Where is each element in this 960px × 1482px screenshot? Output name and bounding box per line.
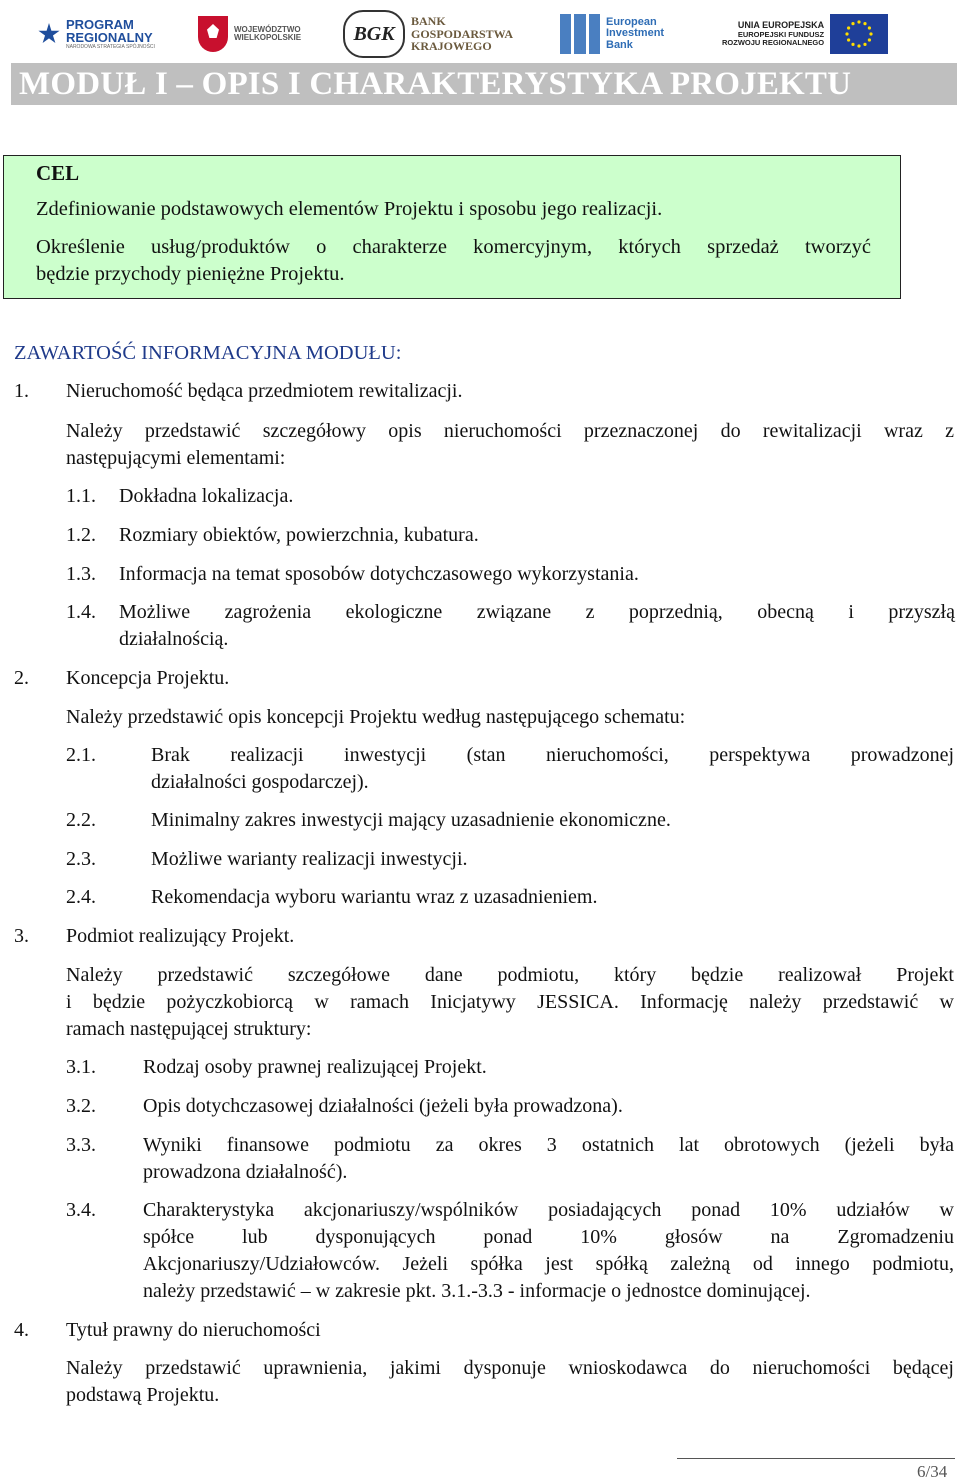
item-1-1-number: 1.1. (66, 485, 96, 507)
logo-bgk (343, 10, 513, 58)
item-2-1-text-a: Brak realizacji inwestycji (stan nieruchomości, perspektywa prowadzonej (151, 744, 954, 766)
program-line1: PROGRAM (66, 16, 134, 32)
region-line1: WOJEWÓDZTWO (234, 24, 301, 34)
item-3-1-number: 3.1. (66, 1056, 96, 1078)
item-2-2-number: 2.2. (66, 809, 96, 831)
eib-line3: Bank (606, 38, 633, 51)
item-2-3-number: 2.3. (66, 848, 96, 870)
item-3-2-number: 3.2. (66, 1095, 96, 1117)
item-3-2-text: Opis dotychczasowej działalności (jeżeli była prowadzona). (143, 1095, 623, 1117)
region-line2: WIELKOPOLSKIE (234, 33, 302, 42)
item-3-4-text-d: należy przedstawić – w zakresie pkt. 3.1.-3.3 - informacje o jednostce dominującej. (143, 1280, 811, 1302)
content-heading: ZAWARTOŚĆ INFORMACYJNA MODUŁU: (14, 342, 402, 364)
section-3-number: 3. (14, 925, 29, 947)
goal-heading: CEL (36, 161, 80, 185)
section-2-title: Koncepcja Projektu. (66, 667, 230, 689)
section-1-intro-a: Należy przedstawić szczegółowy opis nieruchomości przeznaczonej do rewitalizacji wraz z (66, 420, 954, 442)
item-2-1-number: 2.1. (66, 744, 96, 766)
item-1-3-number: 1.3. (66, 563, 96, 585)
item-3-3-text-b: prowadzona działalność). (143, 1161, 348, 1183)
goal-paragraph-2a: Określenie usług/produktów o charakterze komercyjnym, których sprzedaż tworzyć (36, 236, 871, 258)
item-2-1-text-b: działalności gospodarczej). (151, 771, 369, 793)
bgk-line1: BANK (411, 14, 446, 29)
item-1-2-text: Rozmiary obiektów, powierzchnia, kubatura. (119, 524, 479, 546)
item-3-3-text-a: Wyniki finansowe podmiotu za okres 3 ostatnich lat obrotowych (jeżeli była (143, 1134, 954, 1156)
section-3-intro-a: Należy przedstawić szczegółowe dane podmiotu, który będzie realizował Projekt (66, 964, 954, 986)
footer-divider (677, 1458, 955, 1459)
section-3-intro-c: ramach następującej struktury: (66, 1018, 312, 1040)
item-1-4-text-a: Możliwe zagrożenia ekologiczne związane z poprzednią, obecną i przyszłą (119, 601, 955, 623)
title-bar (11, 63, 957, 105)
section-4-number: 4. (14, 1319, 29, 1341)
section-2-number: 2. (14, 667, 29, 689)
eib-bars-icon (560, 14, 600, 54)
eib-line2: Investment (606, 27, 665, 40)
item-3-1-text: Rodzaj osoby prawnej realizującej Projekt. (143, 1056, 487, 1078)
section-1-intro-b: następującymi elementami: (66, 447, 286, 469)
goal-paragraph-2b: będzie przychody pieniężne Projektu. (36, 263, 345, 285)
coat-of-arms-icon (198, 16, 228, 52)
section-3-intro-b: i będzie pożyczkobiorcą w ramach Inicjatywy JESSICA. Informację należy przedstawić w (66, 991, 954, 1013)
program-line2: REGIONALNY (66, 30, 153, 46)
section-1-title: Nieruchomość będąca przedmiotem rewitalizacji. (66, 380, 463, 402)
item-3-4-number: 3.4. (66, 1199, 96, 1221)
item-2-2-text: Minimalny zakres inwestycji mający uzasadnienie ekonomiczne. (151, 809, 671, 831)
goal-paragraph-1: Zdefiniowanie podstawowych elementów Projektu i sposobu jego realizacji. (36, 198, 663, 220)
eib-line1: European (606, 15, 657, 28)
program-tagline: NARODOWA STRATEGIA SPÓJNOŚCI (66, 44, 155, 51)
eu-line2: EUROPEJSKI FUNDUSZ (737, 29, 825, 39)
item-1-3-text: Informacja na temat sposobów dotychczasowego wykorzystania. (119, 563, 639, 585)
item-1-4-text-b: działalnością. (119, 628, 229, 650)
bgk-line3: KRAJOWEGO (411, 39, 492, 54)
goal-box (3, 155, 901, 299)
item-3-3-number: 3.3. (66, 1134, 96, 1156)
item-2-4-number: 2.4. (66, 886, 96, 908)
section-2-intro: Należy przedstawić opis koncepcji Projektu według następującego schematu: (66, 706, 686, 728)
star-icon (38, 23, 60, 45)
page-number: 6/34 (917, 1462, 948, 1481)
section-4-title: Tytuł prawny do nieruchomości (66, 1319, 321, 1341)
item-1-2-number: 1.2. (66, 524, 96, 546)
logo-eu (722, 10, 888, 58)
item-3-4-text-a: Charakterystyka akcjonariuszy/wspólników posiadających ponad 10% udziałów w (143, 1199, 954, 1221)
item-2-4-text: Rekomendacja wyboru wariantu wraz z uzasadnieniem. (151, 886, 598, 908)
eu-line3: ROZWOJU REGIONALNEGO (722, 37, 825, 47)
item-3-4-text-c: Akcjonariuszy/Udziałowców. Jeżeli spółka jest spółką zależną od innego podmiotu, (143, 1253, 954, 1275)
logo-eib (560, 10, 664, 58)
bgk-line2: GOSPODARSTWA (411, 26, 514, 41)
page-title: MODUŁ I – OPIS I CHARAKTERYSTYKA PROJEKTU (19, 66, 852, 102)
logo-wielkopolska (198, 10, 301, 58)
section-3-title: Podmiot realizujący Projekt. (66, 925, 295, 947)
item-1-4-number: 1.4. (66, 601, 96, 623)
logo-program-regionalny (38, 10, 155, 58)
section-1-number: 1. (14, 380, 29, 402)
item-2-3-text: Możliwe warianty realizacji inwestycji. (151, 848, 468, 870)
eu-flag-icon (830, 14, 888, 54)
item-1-1-text: Dokładna lokalizacja. (119, 485, 294, 507)
bgk-mark: BGK (343, 10, 405, 58)
section-4-intro-b: podstawą Projektu. (66, 1384, 220, 1406)
section-4-intro-a: Należy przedstawić uprawnienia, jakimi dysponuje wnioskodawca do nieruchomości będącej (66, 1357, 954, 1379)
eu-line1: UNIA EUROPEJSKA (737, 20, 825, 31)
item-3-4-text-b: spółce lub dysponujących ponad 10% głosów na Zgromadzeniu (143, 1226, 954, 1248)
